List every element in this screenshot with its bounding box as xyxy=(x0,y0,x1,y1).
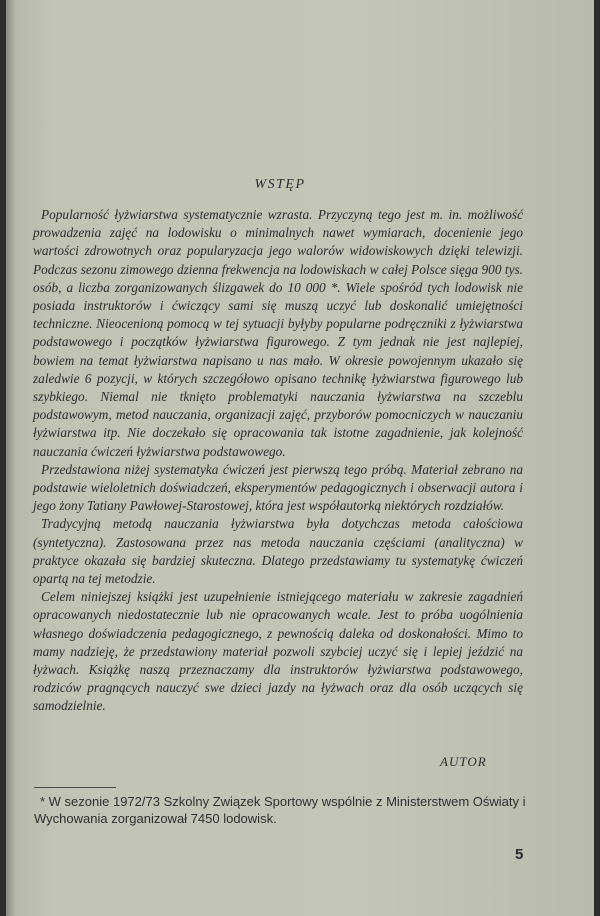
footnote xyxy=(34,794,534,827)
page-number: 5 xyxy=(515,846,524,863)
paragraph-4: Celem niniejszej książki jest uzupełnienie istniejącego materiału w zakresie zagadnień opracowanych niedostatecznie lub nie opracowanych wcale. Jest to próba uogólnienia własnego doświadczenia pedagogicznego, z pewnością daleka od doskonałości. Mimo to mamy nadzieję, że przedstawiony materiał pozwoli szybciej uczyć się i lepiej jeździć na łyżwach. Książkę naszą przeznaczamy dla instruktorów łyżwiarstwa podstawowego, rodziców pragnących nauczyć swe dzieci jazdy na łyżwach oraz dla osób uczących się samodzielnie. xyxy=(33,589,523,714)
page-heading: WSTĘP xyxy=(254,177,306,192)
author-signature: AUTOR xyxy=(440,754,487,769)
paragraph-3: Tradycyjną metodą nauczania łyżwiarstwa była dotychczas metoda całościowa (syntetyczna). Zastosowana przez nas metoda nauczania częściami (analityczna) w praktyce okazała się bardziej skuteczna. Dlatego przedstawiamy tu systematykę ćwiczeń opartą na tej metodzie. xyxy=(33,516,523,587)
introduction-text xyxy=(33,206,523,716)
footnote-divider xyxy=(34,787,116,788)
footnote-text: * W sezonie 1972/73 Szkolny Związek Sportowy wspólnie z Ministerstwem Oświaty i Wychowania zorganizował 7450 lodowisk. xyxy=(34,794,526,826)
book-page xyxy=(6,0,594,916)
page-edge-shadow xyxy=(6,0,16,916)
paragraph-1: Popularność łyżwiarstwa systematycznie wzrasta. Przyczyną tego jest m. in. możliwość prowadzenia zajęć na lodowisku o minimalnych nawet wymiarach, docenienie jego wartości zdrowotnych oraz popularyzacja jego walorów widowiskowych dzięki telewizji. Podczas sezonu zimowego dzienna frekwencja na lodowiskach w całej Polsce sięga 900 tys. osób, a liczba zorganizowanych ślizgawek do 10 000 *. Wiele spośród tych lodowisk nie posiada instruktorów i ćwiczący sami się muszą uczyć lub doskonalić umiejętności techniczne. Nieocenioną pomocą w tej sytuacji byłyby popularne podręczniki z łyżwiarstwa podstawowego i początków łyżwiarstwa figurowego. Z tym jednak nie jest najlepiej, bowiem na temat łyżwiarstwa napisano u nas mało. W okresie powojennym ukazało się zaledwie 6 pozycji, w których szczegółowo opisano technikę łyżwiarstwa figurowego lub szybkiego. Niemal nie tknięto problematyki nauczania łyżwiarstwa na szczeblu podstawowym, metod nauczania, organizacji zajęć, przyborów pomocniczych w nauczaniu łyżwiarstwa itp. Nie doczekało się opracowania tak istotne zagadnienie, jak kolejność nauczania ćwiczeń łyżwiarstwa podstawowego. xyxy=(33,207,523,459)
paragraph-2: Przedstawiona niżej systematyka ćwiczeń jest pierwszą tego próbą. Materiał zebrano na podstawie wieloletnich doświadczeń, eksperymentów pedagogicznych i obserwacji autora i jego żony Tatiany Pawłowej-Starostowej, która jest współautorką niektórych rozdziałów. xyxy=(33,461,523,514)
